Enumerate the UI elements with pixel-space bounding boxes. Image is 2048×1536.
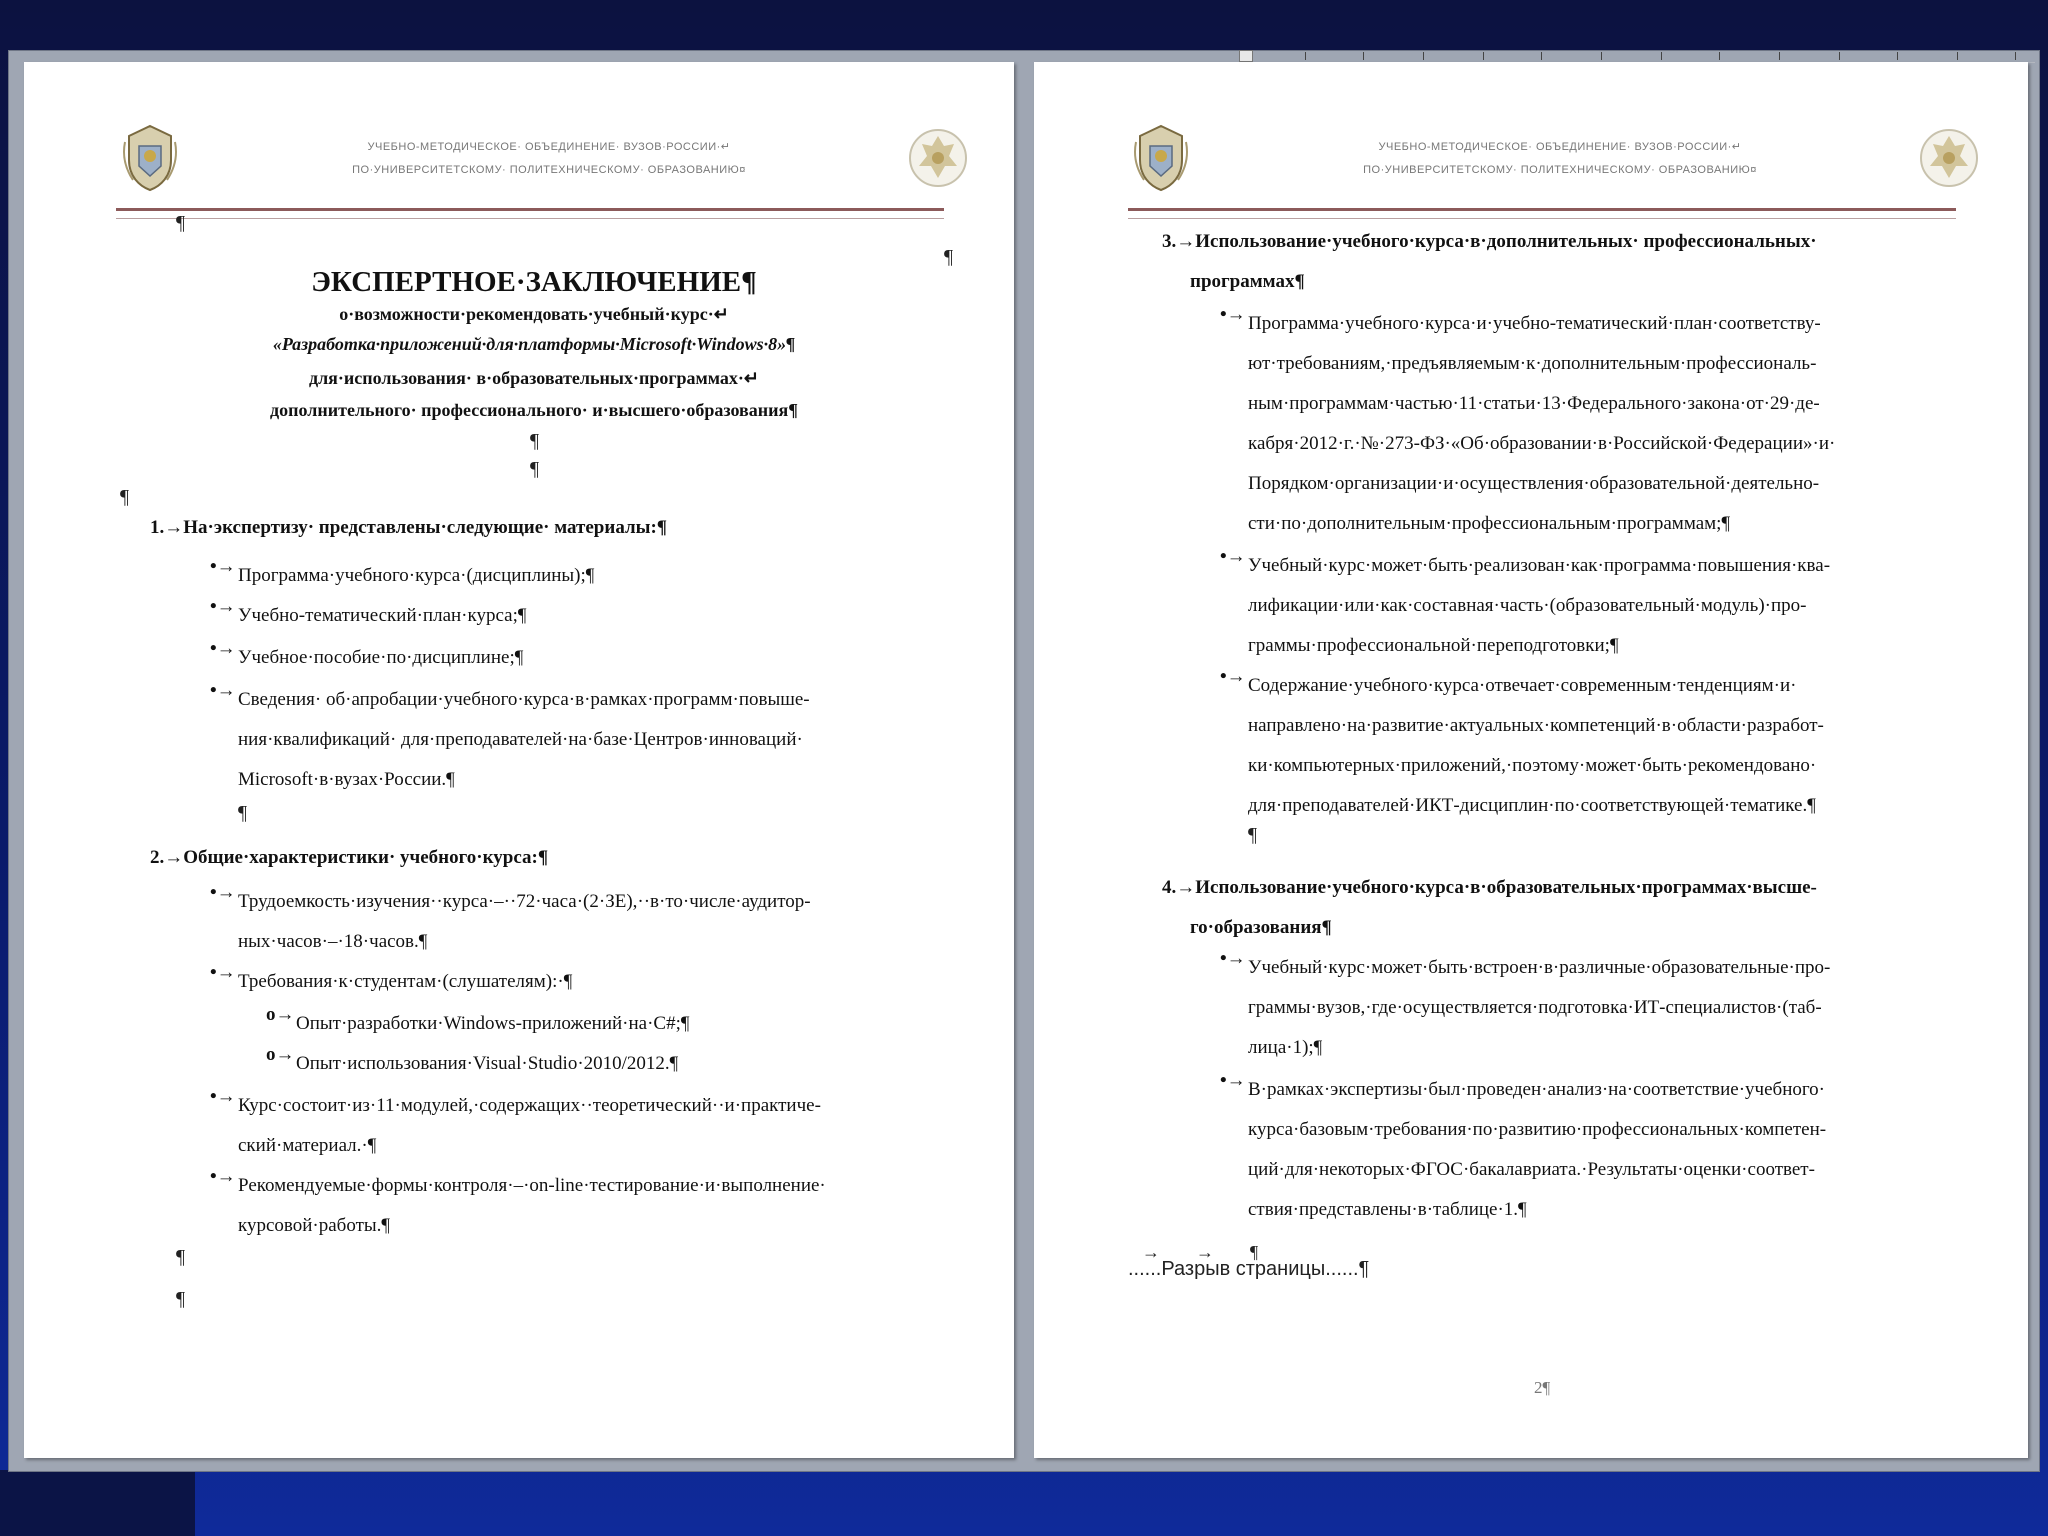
list-item [210,680,950,800]
sub-bullet-icon: o→ [266,1004,295,1025]
heading-line: 3.→Использование·учебного·курса·в·дополнительных· профессиональных· [1162,231,1817,252]
ruler-tick [1541,52,1542,60]
header-rule [116,208,944,219]
list-item [1220,1070,1990,1230]
list-item-line: Рекомендуемые·формы·контроля·–·on-line·тестирование·и·выполнение· [238,1175,826,1196]
emblem-right-icon [907,122,969,194]
bullet-arrow-icon: •→ [210,1166,236,1187]
org-line-1: УЧЕБНО-МЕТОДИЧЕСКОЕ· ОБЪЕДИНЕНИЕ· ВУЗОВ·РОССИИ·↵ [1378,141,1742,153]
list-item-line: ский·материал.·¶ [238,1135,377,1156]
bullet-arrow-icon: •→ [1220,546,1246,567]
list-item-line: Требования·к·студентам·(слушателям):·¶ [238,971,573,992]
ruler-tick [1305,52,1306,60]
list-item-line: Курс·состоит·из·11·модулей,·содержащих··теоретический··и·практиче- [238,1095,821,1116]
sub-bullet-icon: o→ [266,1044,295,1065]
list-item-line: направлено·на·развитие·актуальных·компетенций·в·области·разработ- [1248,715,1824,736]
document-title: ЭКСПЕРТНОЕ·ЗАКЛЮЧЕНИЕ¶ [311,266,757,298]
list-item-line: курсовой·работы.¶ [238,1215,391,1236]
pilcrow: ¶ [530,430,540,452]
document-page-1[interactable] [24,62,1014,1458]
bottom-band [0,1470,195,1536]
document-page-2[interactable] [1034,62,2028,1458]
emblem-right-icon [1918,122,1980,194]
list-item-line: Порядком·организации·и·осуществления·образовательной·деятельно- [1248,473,1820,494]
sub-list-item [266,1004,946,1044]
pilcrow: ¶ [176,212,186,234]
organization-name [1130,136,1990,182]
list-item-line: ствия·представлены·в·таблице·1.¶ [1248,1199,1527,1220]
bullet-arrow-icon: •→ [210,680,236,701]
section-2-heading: 2.→Общие·характеристики· учебного·курса:¶ [150,847,549,868]
list-item-line: ным·программам·частью·11·статьи·13·Федерального·закона·от·29·де- [1248,393,1820,414]
bullet-arrow-icon: •→ [210,596,236,617]
section-1-heading: 1.→На·экспертизу· представлены·следующие· материалы:¶ [150,517,668,538]
bullet-arrow-icon: •→ [210,882,236,903]
pilcrow: ¶ [530,458,540,480]
bullet-arrow-icon: •→ [1220,1070,1246,1091]
org-line-2: ПО·УНИВЕРСИТЕТСКОМУ· ПОЛИТЕХНИЧЕСКОМУ· ОБРАЗОВАНИЮ¤ [1363,164,1757,176]
list-item-line: сти·по·дополнительным·профессиональным·программам;¶ [1248,513,1731,534]
ruler-tick [1779,52,1780,60]
pilcrow: ¶ [1248,824,1258,846]
ruler-tick [1839,52,1840,60]
header-rule [1128,208,1956,219]
sub-list-item [266,1044,946,1084]
list-item-line: Microsoft·в·вузах·России.¶ [238,769,455,790]
list-item-line: для·преподавателей·ИКТ-дисциплин·по·соответствующей·тематике.¶ [1248,795,1816,816]
ruler-tick [1957,52,1958,60]
list-item-line: лификации·или·как·составная·часть·(образовательный·модуль)·про- [1248,595,1807,616]
page-header [1130,122,1990,202]
subtitle-line-4: дополнительного· профессионального· и·высшего·образования¶ [270,400,798,420]
list-item-line: Учебный·курс·может·быть·встроен·в·различные·образовательные·про- [1248,957,1831,978]
list-item [210,556,950,596]
list-item-line: Содержание·учебного·курса·отвечает·современным·тенденциям·и· [1248,675,1797,696]
page-break-marker: ......Разрыв страницы......¶ [1128,1258,1370,1280]
bullet-arrow-icon: •→ [1220,304,1246,325]
list-item [210,962,950,1002]
list-item [1220,546,1990,666]
ruler-tick [1483,52,1484,60]
bullet-arrow-icon: •→ [210,1086,236,1107]
list-item-line: Программа·учебного·курса·(дисциплины);¶ [238,565,595,586]
list-item-line: кабря·2012·г.·№·273-ФЗ·«Об·образовании·в·Российской·Федерации»·и· [1248,433,1836,454]
bullet-arrow-icon: •→ [210,556,236,577]
list-item-line: Учебное·пособие·по·дисциплине;¶ [238,647,524,668]
pilcrow: ¶ [238,802,248,824]
list-item-line: Учебно-тематический·план·курса;¶ [238,605,527,626]
section-4-heading [1162,868,1817,948]
bullet-arrow-icon: •→ [210,638,236,659]
list-item [1220,304,1990,544]
heading-line: 4.→Использование·учебного·курса·в·образовательных·программах·высше- [1162,877,1817,898]
list-item-line: граммы·вузов,·где·осуществляется·подготовка·ИТ-специалистов·(таб- [1248,997,1822,1018]
bullet-arrow-icon: •→ [210,962,236,983]
list-item-line: Сведения· об·апробации·учебного·курса·в·рамках·программ·повыше- [238,689,810,710]
list-item [210,1086,950,1166]
subtitle-line-1: о·возможности·рекомендовать·учебный·курс·↵ [339,304,729,324]
ruler-tick [1897,52,1898,60]
org-line-1: УЧЕБНО-МЕТОДИЧЕСКОЕ· ОБЪЕДИНЕНИЕ· ВУЗОВ·РОССИИ·↵ [367,141,731,153]
org-line-2: ПО·УНИВЕРСИТЕТСКОМУ· ПОЛИТЕХНИЧЕСКОМУ· ОБРАЗОВАНИЮ¤ [352,164,746,176]
section-3-heading [1162,222,1817,302]
sub-list-item-line: Опыт·использования·Visual·Studio·2010/2012.¶ [296,1053,679,1074]
ruler-tick [2015,52,2016,60]
list-item-line: ций·для·некоторых·ФГОС·бакалавриата.·Результаты·оценки·соответ- [1248,1159,1815,1180]
list-item-line: Учебный·курс·может·быть·реализован·как·программа·повышения·ква- [1248,555,1831,576]
organization-name [119,136,979,182]
list-item [210,638,950,678]
ruler-tick [1363,52,1364,60]
ruler-indent-handle[interactable] [1239,50,1253,62]
list-item [210,596,950,636]
list-item-line: Программа·учебного·курса·и·учебно-тематический·план·соответству- [1248,313,1821,334]
page-number: 2¶ [1534,1378,1551,1397]
subtitle-line-2: «Разработка·приложений·для·платформы·Microsoft·Windows·8»¶ [272,334,796,354]
sub-list-item-line: Опыт·разработки·Windows-приложений·на·C#;¶ [296,1013,690,1034]
list-item-line: Трудоемкость·изучения··курса·–··72·часа·(2·ЗЕ),··в·то·числе·аудитор- [238,891,811,912]
ruler-tick [1661,52,1662,60]
list-item-line: ют·требованиям,·предъявляемым·к·дополнительным·профессиональ- [1248,353,1817,374]
list-item-line: В·рамках·экспертизы·был·проведен·анализ·на·соответствие·учебного· [1248,1079,1826,1100]
heading-line: программах¶ [1190,271,1305,292]
ruler-tick [1601,52,1602,60]
heading-line: го·образования¶ [1190,917,1332,938]
list-item-line: ных·часов·–·18·часов.¶ [238,931,428,952]
pilcrow: ¶ [120,486,130,508]
bullet-arrow-icon: •→ [1220,666,1246,687]
tab-marks: → → ¶ [1142,1242,1259,1262]
list-item [1220,948,1990,1068]
list-item-line: граммы·профессиональной·переподготовки;¶ [1248,635,1619,656]
pilcrow: ¶ [176,1246,186,1268]
pilcrow: ¶ [944,246,954,268]
ruler-tick [1423,52,1424,60]
list-item-line: ки·компьютерных·приложений,·поэтому·может·быть·рекомендовано· [1248,755,1817,776]
page-header [119,122,979,202]
list-item-line: ния·квалификаций· для·преподавателей·на·базе·Центров·инноваций· [238,729,803,750]
list-item-line: курса·базовым·требования·по·развитию·профессиональных·компетен- [1248,1119,1827,1140]
list-item [210,1166,950,1246]
bullet-arrow-icon: •→ [1220,948,1246,969]
list-item [1220,666,1990,826]
subtitle-line-3: для·использования· в·образовательных·программах·↵ [308,368,760,388]
list-item [210,882,950,962]
ruler-tick [1719,52,1720,60]
pilcrow: ¶ [176,1288,186,1310]
list-item-line: лица·1);¶ [1248,1037,1323,1058]
